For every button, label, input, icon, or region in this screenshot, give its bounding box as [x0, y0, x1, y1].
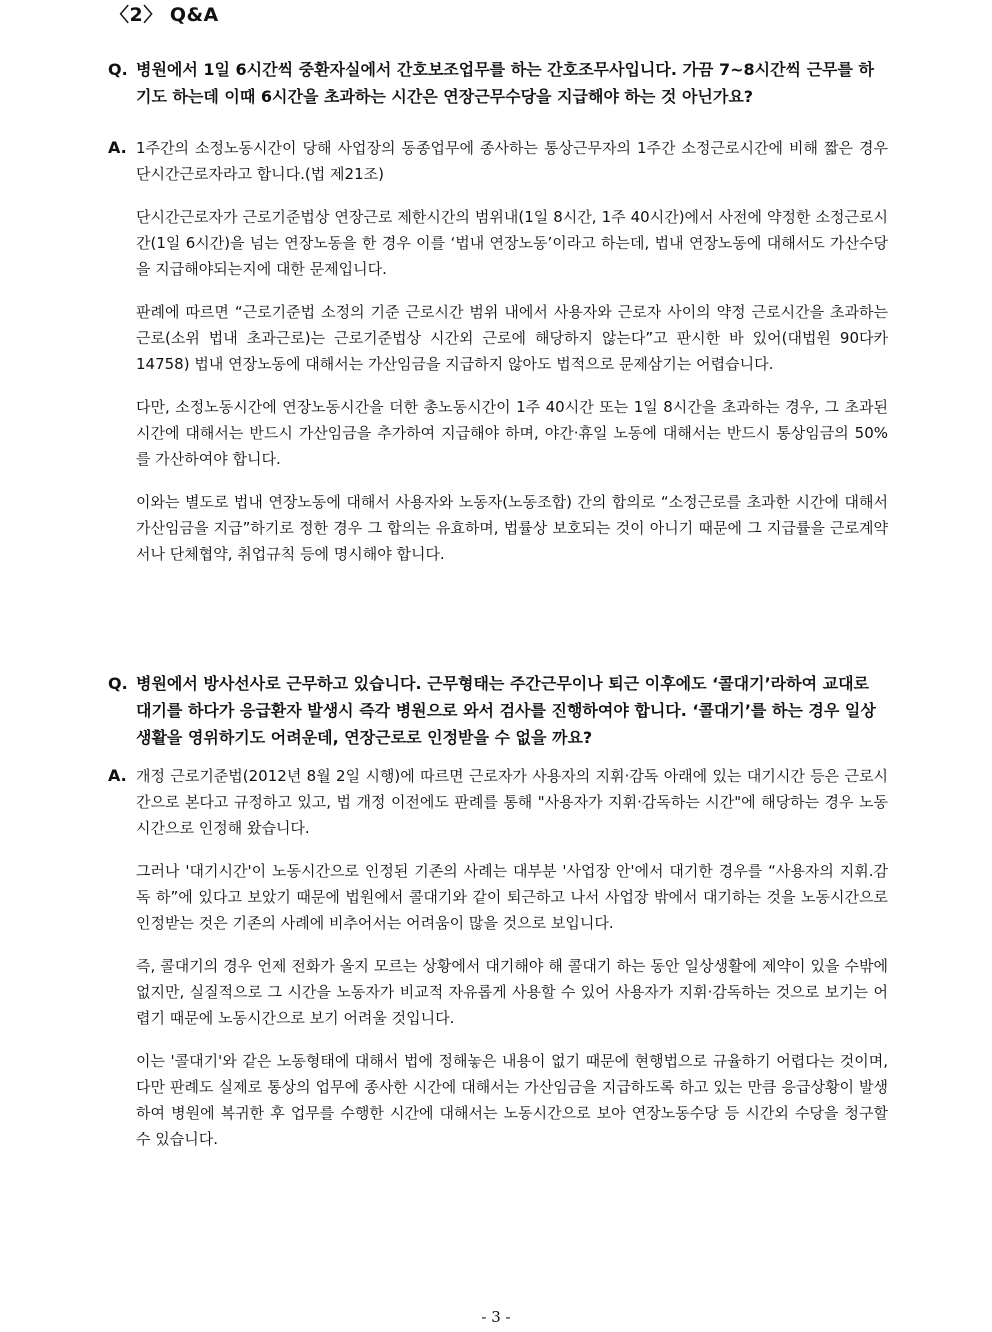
question-marker: Q.	[108, 674, 128, 693]
answer-marker: A.	[108, 138, 127, 157]
answer-1	[108, 135, 888, 187]
qa-block-2	[108, 670, 888, 1152]
answer-paragraph: 다만, 소정노동시간에 연장노동시간을 더한 총노동시간이 1주 40시간 또는 1일 8시간을 초과하는 경우, 그 초과된 시간에 대해서는 반드시 가산임금을 추가하여 지급해야 하며, 야간·휴일 노동에 대해서는 반드시 통상임금의 50%를 가산하여야 합니다.	[136, 398, 888, 468]
answer-paragraph: 이와는 별도로 법내 연장노동에 대해서 사용자와 노동자(노동조합) 간의 합의로 “소정근로를 초과한 시간에 대해서 가산임금을 지급”하기로 정한 경우 그 합의는 유효하며, 법률상 보호되는 것이 아니기 때문에 그 지급률을 근로계약서나 단체협약, 취업규칙 등에 명시해야 합니다.	[136, 493, 888, 563]
question-2	[108, 670, 888, 751]
section-title: 〈2〉 Q&A	[110, 4, 219, 26]
question-text: 병원에서 1일 6시간씩 중환자실에서 간호보조업무를 하는 간호조무사입니다. 가끔 7~8시간씩 근무를 하기도 하는데 이때 6시간을 초과하는 시간은 연장근무수당을 지급해야 하는 것 아닌가요?	[136, 60, 874, 106]
answer-marker: A.	[108, 766, 127, 785]
question-1	[108, 56, 888, 110]
answer-paragraph: 개정 근로기준법(2012년 8월 2일 시행)에 따르면 근로자가 사용자의 지휘·감독 아래에 있는 대기시간 등은 근로시간으로 본다고 규정하고 있고, 법 개정 이전에도 판례를 통해 "사용자가 지휘·감독하는 시간"에 해당하는 경우 노동시간으로 인정해 왔습니다.	[136, 767, 888, 837]
question-text: 병원에서 방사선사로 근무하고 있습니다. 근무형태는 주간근무이나 퇴근 이후에도 ‘콜대기’라하여 교대로 대기를 하다가 응급환자 발생시 즉각 병원으로 와서 검사를 진행하여야 합니다. ‘콜대기’를 하는 경우 일상생활을 영위하기도 어려운데, 연장근로로 인정받을 수 없을 까요?	[136, 674, 876, 747]
answer-paragraph: 1주간의 소정노동시간이 당해 사업장의 동종업무에 종사하는 통상근무자의 1주간 소정근로시간에 비해 짧은 경우 단시간근로자라고 합니다.(법 제21조)	[136, 139, 888, 183]
page-number: - 3 -	[481, 1308, 511, 1326]
answer-paragraph: 즉, 콜대기의 경우 언제 전화가 올지 모르는 상황에서 대기해야 해 콜대기 하는 동안 일상생활에 제약이 있을 수밖에 없지만, 실질적으로 그 시간을 노동자가 비교적 자유롭게 사용할 수 있어 사용자가 지휘·감독하는 것으로 보기는 어렵기 때문에 노동시간으로 보기 어려울 것입니다.	[136, 957, 888, 1027]
qa-block-1	[108, 56, 888, 567]
answer-paragraph: 판례에 따르면 “근로기준법 소정의 기준 근로시간 범위 내에서 사용자와 근로자 사이의 약정 근로시간을 초과하는 근로(소위 법내 초과근로)는 근로기준법상 시간외 근로에 해당하지 않는다”고 판시한 바 있어(대법원 90다카14758) 법내 연장노동에 대해서는 가산임금을 지급하지 않아도 법적으로 문제삼기는 어렵습니다.	[136, 303, 888, 373]
answer-paragraph: 단시간근로자가 근로기준법상 연장근로 제한시간의 범위내(1일 8시간, 1주 40시간)에서 사전에 약정한 소정근로시간(1일 6시간)을 넘는 연장노동을 한 경우 이를 ‘법내 연장노동’이라고 하는데, 법내 연장노동에 대해서도 가산수당을 지급해야되는지에 대한 문제입니다.	[136, 208, 888, 278]
answer-paragraph: 그러나 '대기시간'이 노동시간으로 인정된 기존의 사례는 대부분 '사업장 안'에서 대기한 경우를 “사용자의 지휘.감독 하”에 있다고 보았기 때문에 법원에서 콜대기와 같이 퇴근하고 나서 사업장 밖에서 대기하는 것을 노동시간으로 인정받는 것은 기존의 사례에 비추어서는 어려움이 많을 것으로 보입니다.	[136, 862, 888, 932]
answer-2	[108, 763, 888, 841]
answer-paragraph: 이는 '콜대기'와 같은 노동형태에 대해서 법에 정해놓은 내용이 없기 때문에 현행법으로 규율하기 어렵다는 것이며, 다만 판례도 실제로 통상의 업무에 종사한 시간에 대해서는 가산임금을 지급하도록 하고 있는 만큼 응급상황이 발생하여 병원에 복귀한 후 업무를 수행한 시간에 대해서는 노동시간으로 보아 연장노동수당 등 시간외 수당을 청구할 수 있습니다.	[136, 1052, 888, 1148]
question-marker: Q.	[108, 60, 128, 79]
